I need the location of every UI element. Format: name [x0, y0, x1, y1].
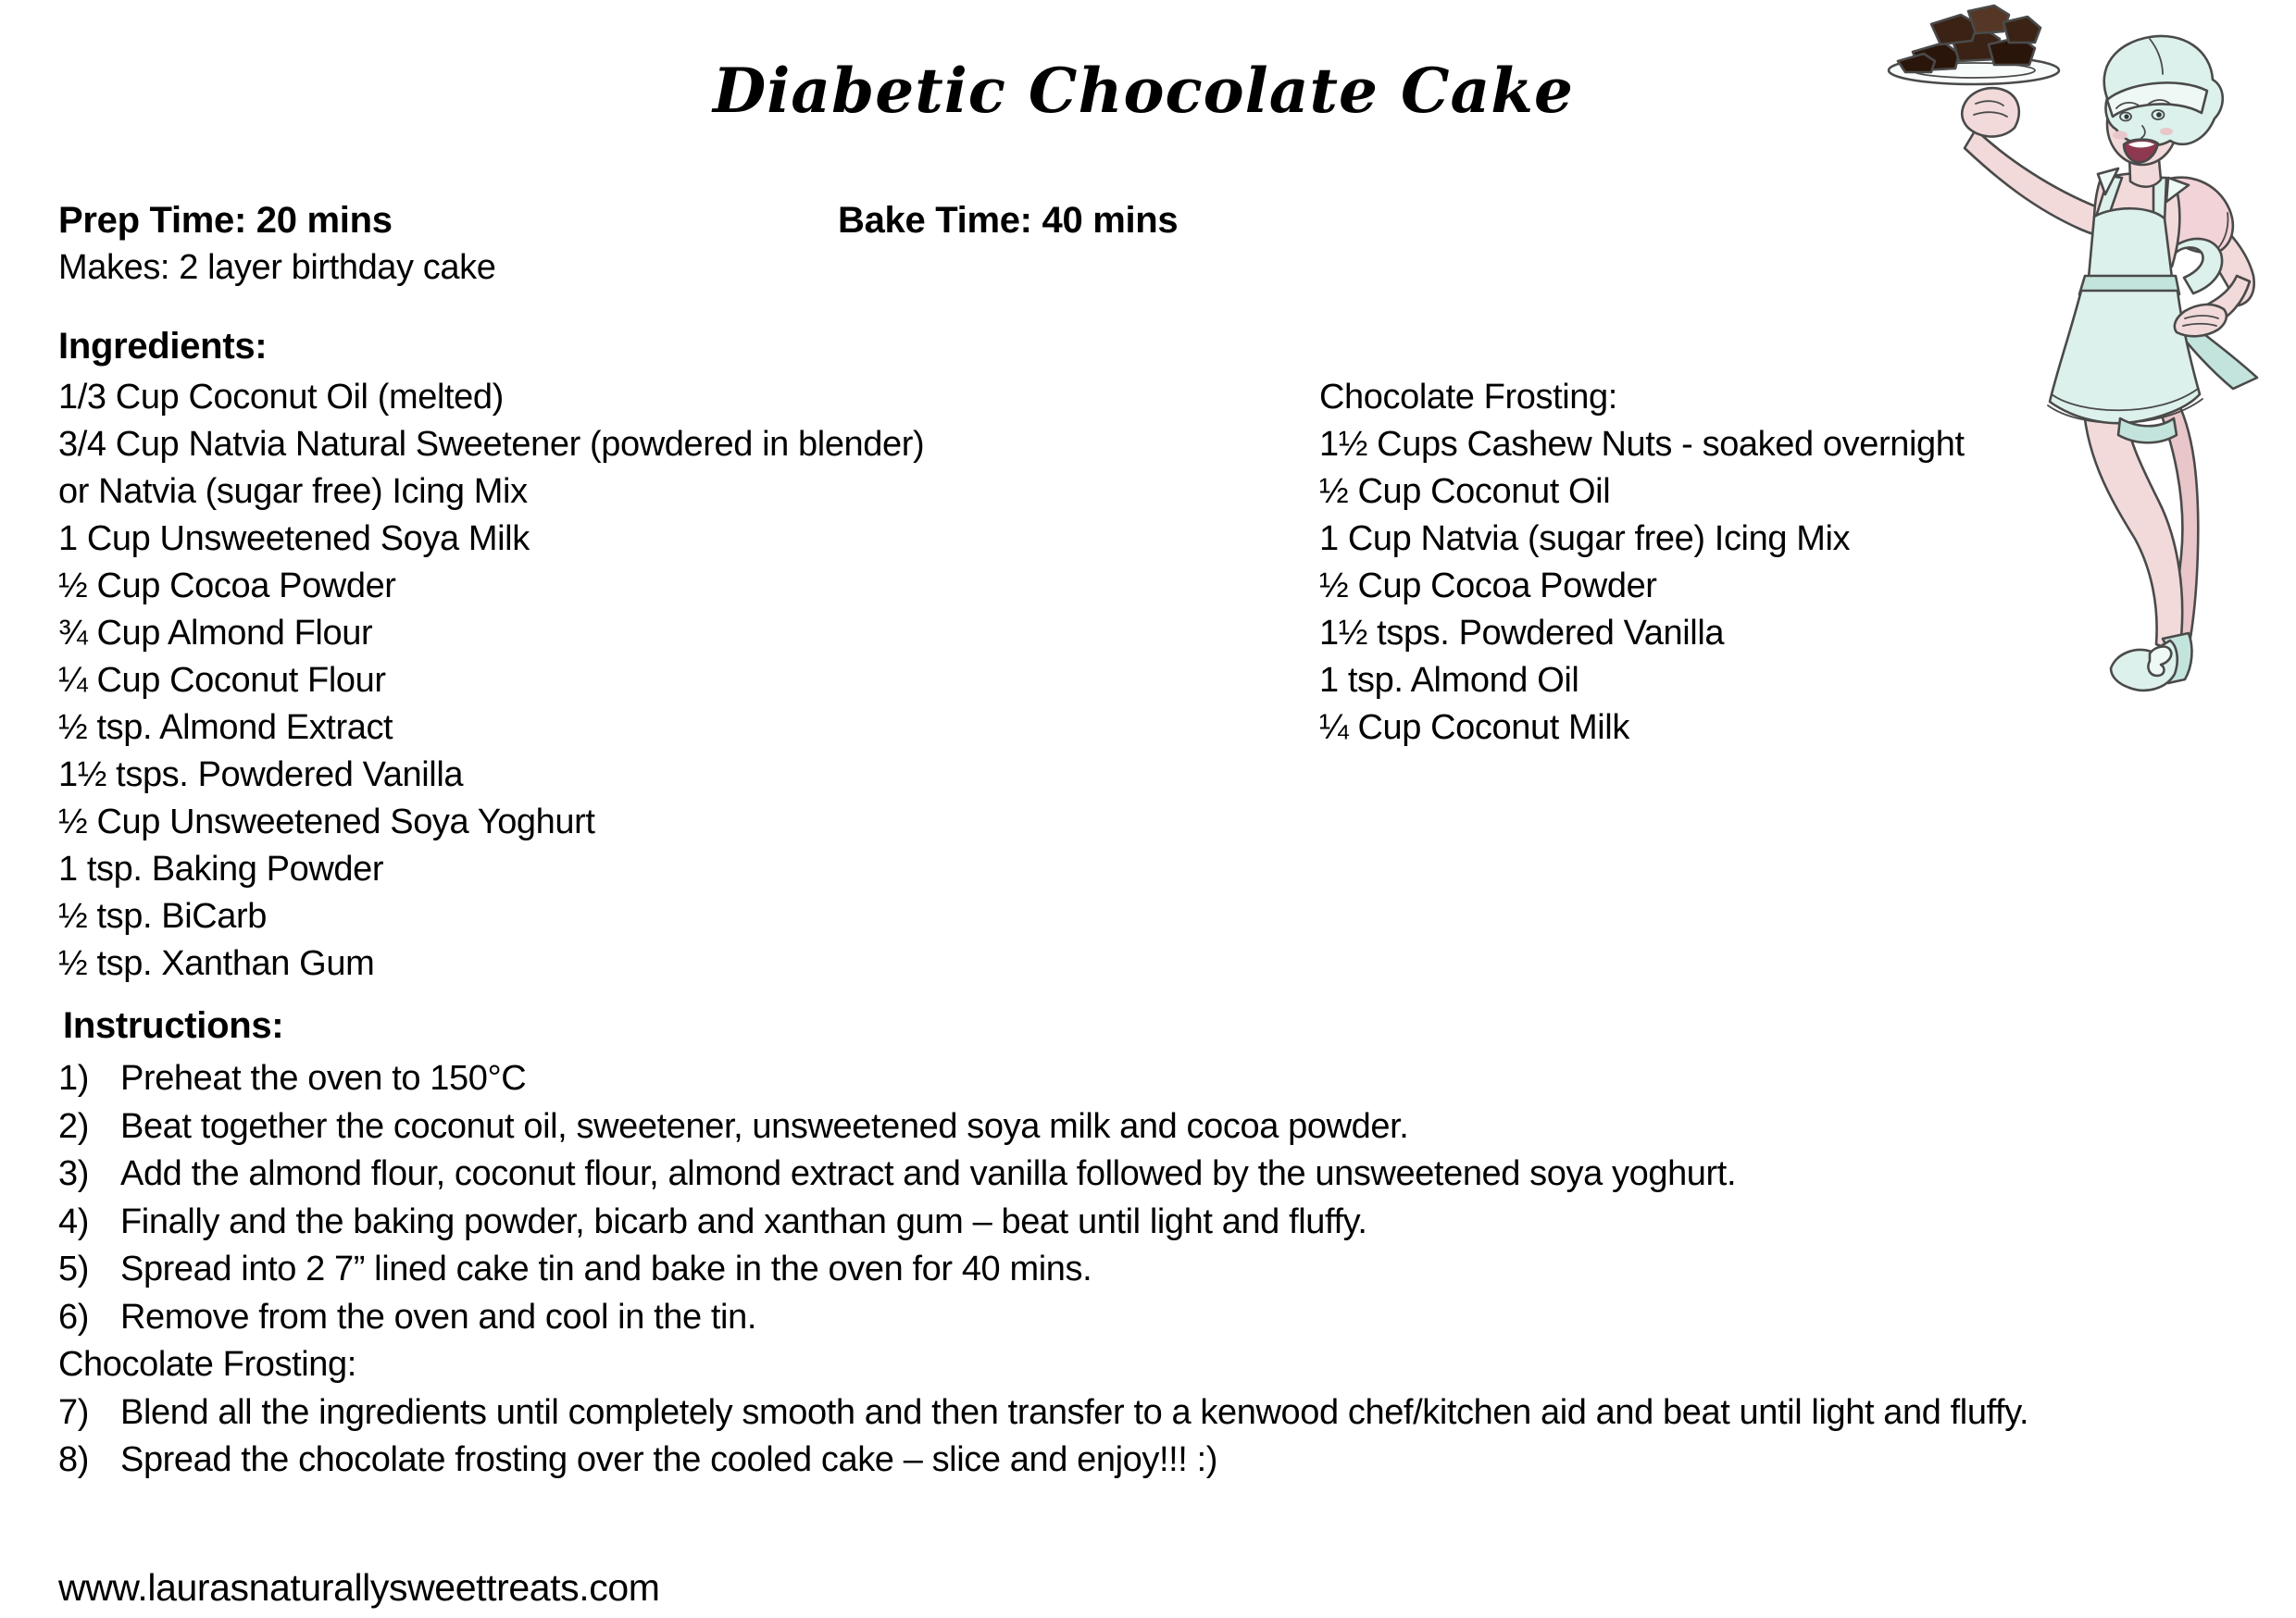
frosting-heading: Chocolate Frosting: [1319, 378, 1617, 417]
ingredient-item: ½ tsp. Almond Extract [58, 708, 393, 747]
instruction-step [58, 1103, 2243, 1151]
hand-on-hip [2175, 305, 2227, 336]
step-number: 4) [58, 1201, 89, 1241]
step-text: Beat together the coconut oil, sweetener, unsweetened soya milk and cocoa powder. [120, 1106, 1409, 1146]
step-text: Chocolate Frosting: [58, 1345, 356, 1384]
ingredient-item: ½ tsp. BiCarb [58, 897, 268, 936]
ingredient-item: 1 Cup Unsweetened Soya Milk [58, 519, 530, 558]
ingredient-item: ½ Cup Coconut Oil [1319, 472, 1611, 511]
ingredient-item: ½ Cup Cocoa Powder [58, 566, 396, 605]
step-number: 1) [58, 1059, 89, 1098]
ingredient-item: 1/3 Cup Coconut Oil (melted) [58, 378, 504, 417]
prep-time: Prep Time: 20 mins [58, 200, 393, 241]
garter-strap [2118, 418, 2177, 442]
page-title: Diabetic Chocolate Cake [713, 55, 1574, 127]
ingredient-item: ½ Cup Unsweetened Soya Yoghurt [58, 803, 595, 841]
ingredient-item: 1 Cup Natvia (sugar free) Icing Mix [1319, 519, 1851, 558]
ingredient-item: or Natvia (sugar free) Icing Mix [58, 472, 528, 511]
ingredients-cake-list [58, 374, 1169, 988]
ingredient-item: ½ tsp. Xanthan Gum [58, 944, 375, 983]
instructions-heading: Instructions: [63, 1005, 284, 1046]
step-number: 2) [58, 1106, 89, 1146]
instruction-subheading [58, 1341, 2243, 1389]
step-text: Blend all the ingredients until completely smooth and then transfer to a kenwood chef/kitchen aid and beat until light and fluffy. [120, 1392, 2029, 1432]
bake-time: Bake Time: 40 mins [838, 200, 1179, 241]
ingredient-item: ¾ Cup Almond Flour [58, 614, 373, 653]
step-number: 7) [58, 1392, 89, 1432]
step-number: 6) [58, 1297, 89, 1337]
ingredient-item: 1½ tsps. Powdered Vanilla [1319, 614, 1725, 653]
step-text: Finally and the baking powder, bicarb and xanthan gum – beat until light and fluffy. [120, 1201, 1367, 1241]
instruction-step [58, 1294, 2243, 1342]
step-number: 5) [58, 1250, 89, 1288]
instruction-step [58, 1199, 2243, 1247]
ingredient-item: 1½ tsps. Powdered Vanilla [58, 755, 464, 794]
ingredient-item: ¼ Cup Coconut Milk [1319, 708, 1629, 747]
blush-left [2113, 131, 2128, 140]
instruction-step [58, 1055, 2243, 1103]
blush-right [2160, 128, 2173, 135]
ingredient-item: 1 tsp. Baking Powder [58, 850, 384, 889]
ingredient-item: ¼ Cup Coconut Flour [58, 661, 386, 700]
apron-bow-loop [2172, 239, 2222, 293]
ingredient-item: 1½ Cups Cashew Nuts - soaked overnight [1319, 425, 1965, 464]
instructions-list [58, 1055, 2243, 1485]
ingredient-item: 3/4 Cup Natvia Natural Sweetener (powdered in blender) [58, 425, 925, 464]
ingredients-heading: Ingredients: [58, 326, 268, 367]
apron-bodice [2089, 208, 2172, 278]
instruction-step [58, 1151, 2243, 1199]
step-number: 3) [58, 1154, 89, 1193]
instruction-step [58, 1246, 2243, 1294]
step-number: 8) [58, 1440, 89, 1479]
step-text: Remove from the oven and cool in the tin. [120, 1297, 756, 1337]
makes-yield: Makes: 2 layer birthday cake [58, 248, 496, 287]
instruction-step [58, 1437, 2243, 1485]
step-text: Add the almond flour, coconut flour, almond extract and vanilla followed by the unsweetened soya yoghurt. [120, 1154, 1737, 1193]
ingredient-item: 1 tsp. Almond Oil [1319, 661, 1579, 700]
baker-lady-illustration [1879, 0, 2296, 703]
step-text: Spread into 2 7” lined cake tin and bake in the oven for 40 mins. [120, 1250, 1092, 1288]
ingredient-item: ½ Cup Cocoa Powder [1319, 566, 1657, 605]
step-text: Preheat the oven to 150°C [120, 1059, 527, 1098]
website-url: www.laurasnaturallysweettreats.com [58, 1566, 660, 1609]
step-text: Spread the chocolate frosting over the cooled cake – slice and enjoy!!! :) [120, 1440, 1218, 1479]
instruction-step [58, 1389, 2243, 1438]
